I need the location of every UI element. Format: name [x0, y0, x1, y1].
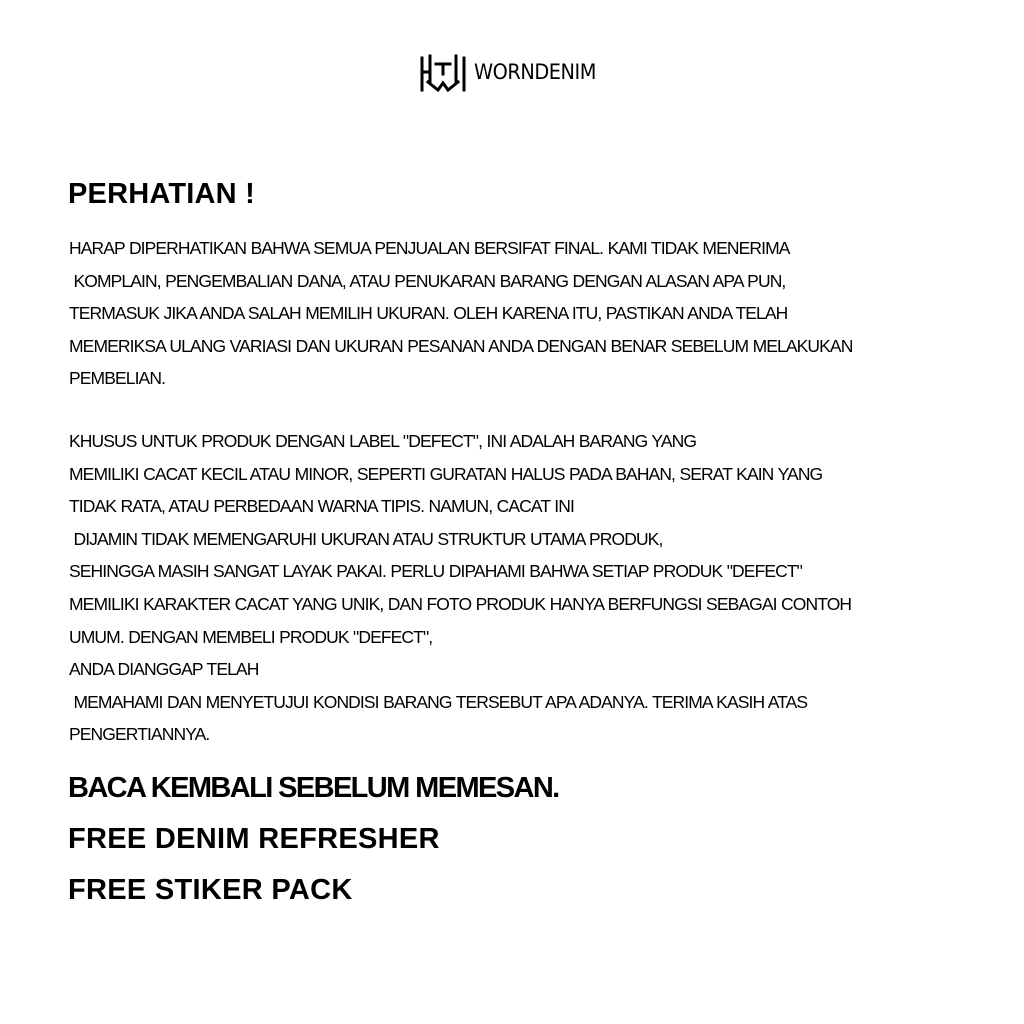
defect-line: MEMAHAMI DAN MENYETUJUI KONDISI BARANG TERSEBUT APA ADANYA. TERIMA KASIH ATAS: [69, 691, 808, 712]
policy-line: MEMERIKSA ULANG VARIASI DAN UKURAN PESANAN ANDA DENGAN BENAR SEBELUM MELAKUKAN: [69, 335, 853, 356]
defect-line: MEMILIKI KARAKTER CACAT YANG UNIK, DAN FOTO PRODUK HANYA BERFUNGSI SEBAGAI CONTOH: [69, 593, 852, 614]
policy-line: KOMPLAIN, PENGEMBALIAN DANA, ATAU PENUKARAN BARANG DENGAN ALASAN APA PUN,: [69, 270, 786, 291]
defect-line: UMUM. DENGAN MEMBELI PRODUK "DEFECT",: [69, 626, 433, 647]
policy-line: PEMBELIAN.: [69, 368, 166, 389]
bonus-denim-refresher: FREE DENIM REFRESHER: [68, 823, 440, 855]
reminder-text: BACA KEMBALI SEBELUM MEMESAN.: [68, 772, 559, 804]
defect-line: PENGERTIANNYA.: [69, 724, 210, 745]
defect-line: TIDAK RATA, ATAU PERBEDAAN WARNA TIPIS. NAMUN, CACAT INI: [69, 496, 574, 517]
defect-paragraph: [69, 425, 969, 751]
brand-header: [0, 52, 1024, 92]
hw-monogram-icon: [418, 52, 468, 92]
defect-line: SEHINGGA MASIH SANGAT LAYAK PAKAI. PERLU DIPAHAMI BAHWA SETIAP PRODUK "DEFECT": [69, 561, 802, 582]
defect-line: KHUSUS UNTUK PRODUK DENGAN LABEL "DEFECT", INI ADALAH BARANG YANG: [69, 431, 697, 451]
brand-name: WORNDENIM: [473, 60, 596, 84]
defect-line: DIJAMIN TIDAK MEMENGARUHI UKURAN ATAU STRUKTUR UTAMA PRODUK,: [69, 528, 663, 549]
brand-lockup: [418, 52, 607, 92]
page-title: PERHATIAN !: [68, 178, 255, 210]
defect-line: MEMILIKI CACAT KECIL ATAU MINOR, SEPERTI GURATAN HALUS PADA BAHAN, SERAT KAIN YANG: [69, 463, 823, 484]
policy-line: HARAP DIPERHATIKAN BAHWA SEMUA PENJUALAN BERSIFAT FINAL. KAMI TIDAK MENERIMA: [69, 238, 790, 258]
defect-line: ANDA DIANGGAP TELAH: [69, 659, 259, 680]
bonus-sticker-pack: FREE STIKER PACK: [68, 874, 353, 906]
policy-paragraph: [69, 232, 969, 395]
policy-line: TERMASUK JIKA ANDA SALAH MEMILIH UKURAN. OLEH KARENA ITU, PASTIKAN ANDA TELAH: [69, 303, 788, 324]
